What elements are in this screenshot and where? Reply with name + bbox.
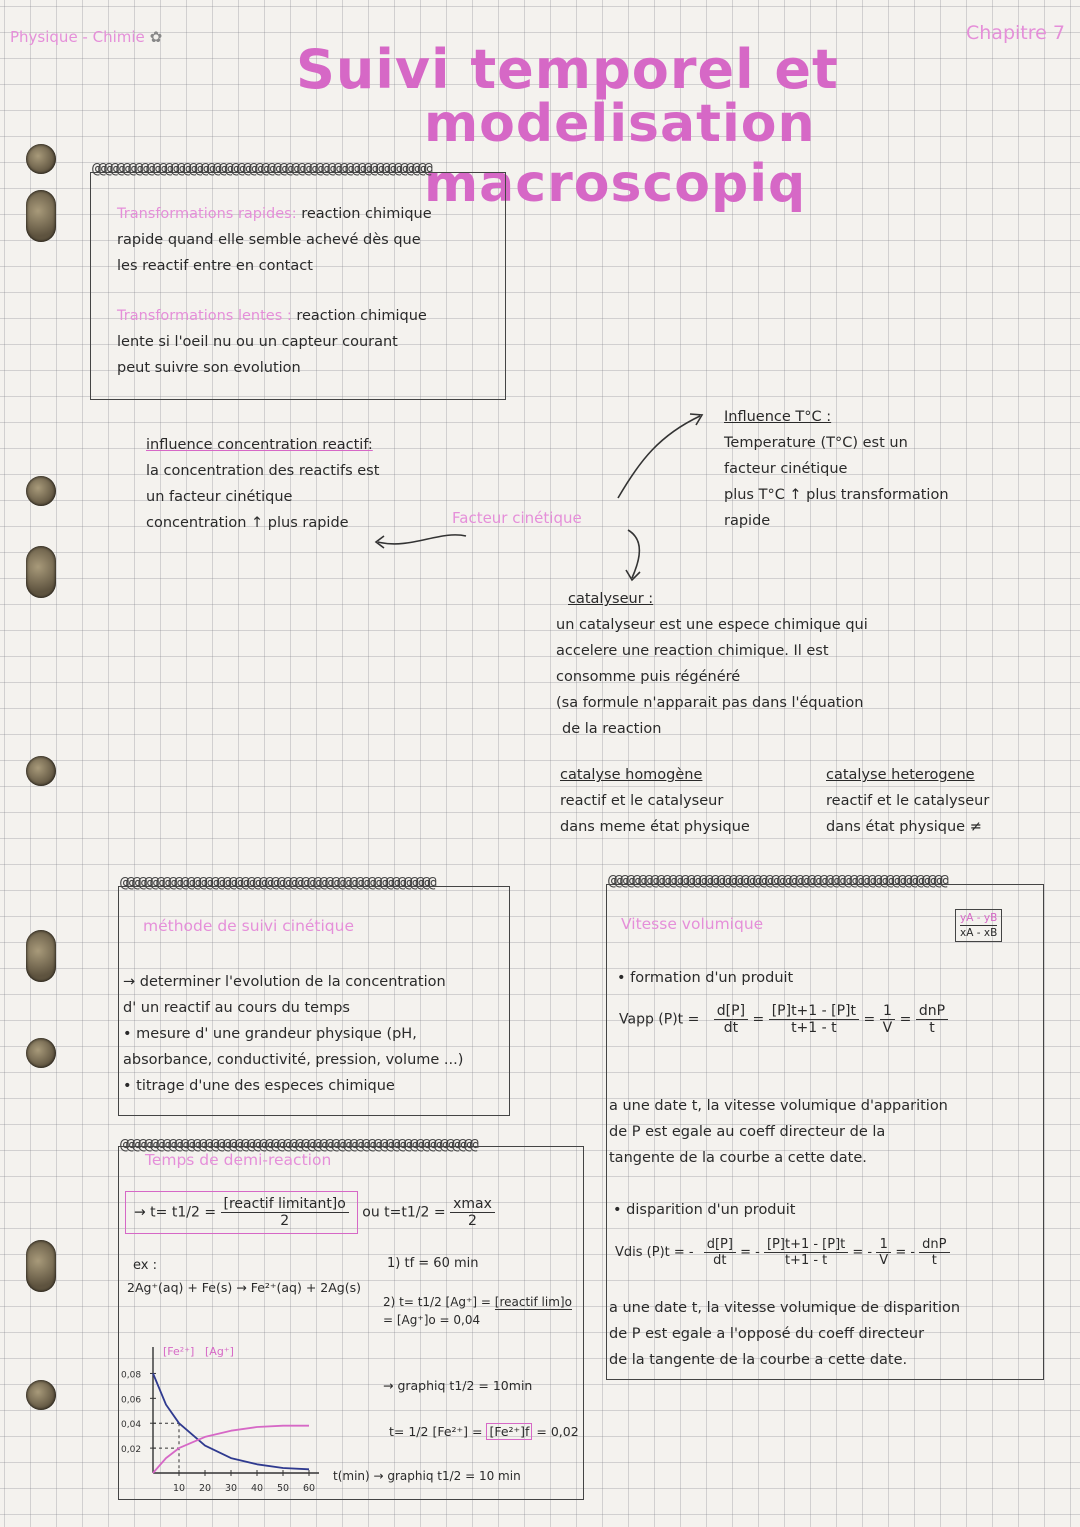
binder-hole (26, 1380, 56, 1410)
y-tick-label: 0,04 (121, 1420, 142, 1431)
series-line (153, 1426, 309, 1473)
influence-concentration: influence concentration reactif: la concentration des reactifs est un facteur cinétique concentration ↑ plus rapide (146, 437, 380, 531)
chapter-label: Chapitre 7 (966, 22, 1065, 44)
vapp-explanation: a une date t, la vitesse volumique d'apparition de P est egale au coeff directeur de la tangente de la courbe a cette date. (609, 1098, 948, 1166)
y-tick-label: 0,02 (121, 1445, 142, 1456)
demi-reaction-heading: Temps de demi-reaction (145, 1151, 332, 1169)
x-tick-label: 20 (199, 1483, 212, 1494)
half-life-formula: → t= t1/2 = $\frac{\text{[reactif limitant]o}}{2}$ ou t=t1/2 = $\frac{xmax}{2}$ (125, 1191, 573, 1231)
x-tick-label: 40 (251, 1483, 264, 1494)
methode-content: → determiner l'evolution de la concentration d' un reactif au cours du temps • mesure d' une grandeur physique (pH, absorbance, conductivité, pression, volume ...) • titrage d'une des especes chimique (123, 974, 464, 1094)
spiral-binding: @@@@@@@@@@@@@@@@@@@@@@@@@@@@@@@@@@@@@@@@@@@@@@@@@@@@@@@@ (608, 874, 946, 888)
catalyse-heterogene: catalyse heterogene reactif et le catalyseur dans état physique ≠ (826, 767, 990, 835)
catalyseur-section: catalyseur : un catalyseur est une espece chimique qui accelere une reaction chimique. Il est consomme puis régénéré (sa formule n'apparait pas dans l'équation de la reaction (556, 591, 868, 737)
methode-heading: méthode de suivi cinétique (143, 917, 355, 935)
series-line (153, 1373, 309, 1469)
page-title-line1: Suivi temporel et (296, 38, 839, 101)
slow-definition: Transformations lentes : reaction chimique lente si l'oeil nu ou un capteur courant peut suivre son evolution (117, 308, 427, 376)
binder-hole (26, 1038, 56, 1068)
step-5: t(min) → graphiq t1/2 = 10 min (333, 1469, 521, 1483)
spiral-binding: @@@@@@@@@@@@@@@@@@@@@@@@@@@@@@@@@@@@@@@@@@@@@@@@@@@@ (120, 876, 434, 890)
mindmap-arrows (370, 380, 710, 590)
binder-hole (26, 144, 56, 174)
step-2: 2) t= t1/2 [Ag⁺] = [reactif lim]o = [Ag⁺]o = 0,04 (383, 1295, 572, 1327)
vitesse-box (606, 884, 1044, 1380)
spiral-binding: @@@@@@@@@@@@@@@@@@@@@@@@@@@@@@@@@@@@@@@@@@@@@@@@@@@@@@@@@@@ (120, 1138, 476, 1152)
x-tick-label: 50 (277, 1483, 290, 1494)
x-tick-label: 10 (173, 1483, 186, 1494)
binder-hole (26, 546, 56, 598)
y-tick-label: 0,08 (121, 1370, 142, 1381)
step-1: 1) tf = 60 min (387, 1256, 479, 1271)
formation-label: • formation d'un produit (617, 970, 794, 986)
facteur-cinetique-label: Facteur cinétique (452, 509, 582, 527)
catalyse-homogene: catalyse homogène reactif et le catalyseur dans meme état physique (560, 767, 750, 835)
binder-hole (26, 190, 56, 242)
x-tick-label: 30 (225, 1483, 238, 1494)
vdis-explanation: a une date t, la vitesse volumique de disparition de P est egale a l'opposé du coeff directeur de la tangente de la courbe a cette date. (609, 1300, 961, 1368)
page-title-line2: modelisation macroscopiq (424, 94, 816, 214)
spiral-binding: @@@@@@@@@@@@@@@@@@@@@@@@@@@@@@@@@@@@@@@@@@@@@@@@@@@@@@@@ (92, 162, 430, 176)
step-4: t= 1/2 [Fe²⁺] = [Fe²⁺]f = 0,02 (389, 1424, 579, 1439)
disparition-label: • disparition d'un produit (613, 1202, 796, 1218)
rapid-definition: Transformations rapides: reaction chimique rapide quand elle semble achevé dès que les reactif entre en contact (117, 206, 432, 274)
slope-formula-box: yA - yB xA - xB (955, 909, 1002, 942)
reaction-equation: 2Ag⁺(aq) + Fe(s) → Fe²⁺(aq) + 2Ag(s) (127, 1280, 361, 1295)
legend-ag: [Ag⁺] (205, 1345, 234, 1358)
transformations-box (90, 172, 506, 400)
binder-hole (26, 756, 56, 786)
demi-reaction-box (118, 1146, 584, 1500)
vdis-formula: Vdis (P)t = - $\frac{d[P]}{dt}$ = - $\frac{[P]t+1 - [P]t}{t+1 - t}$ = - $\frac{1}{V}$ = - $\frac{\text{dnP}}{t}$ (615, 1237, 1039, 1268)
binder-hole (26, 930, 56, 982)
binder-hole (26, 1240, 56, 1292)
vitesse-heading: Vitesse volumique (621, 915, 764, 933)
concentration-chart (119, 1317, 329, 1499)
legend-fe: [Fe²⁺] (163, 1345, 195, 1358)
step-3: → graphiq t1/2 = 10min (383, 1378, 533, 1393)
x-tick-label: 60 (303, 1483, 316, 1494)
y-tick-label: 0,06 (121, 1395, 142, 1406)
influence-temperature: Influence T°C : Temperature (T°C) est un facteur cinétique plus T°C ↑ plus transformation rapide (724, 409, 949, 529)
vapp-formula: Vapp (P)t = $\frac{d[P]}{dt}$ = $\frac{[P]t+1 - [P]t}{t+1 - t}$ = $\frac{1}{V}$ = $\frac{\text{dnP}}{t}$ (619, 1003, 1039, 1036)
example-label: ex : (133, 1258, 157, 1273)
binder-hole (26, 476, 56, 506)
methode-box (118, 886, 510, 1116)
subject-label: Physique - Chimie ✿ (10, 28, 163, 46)
